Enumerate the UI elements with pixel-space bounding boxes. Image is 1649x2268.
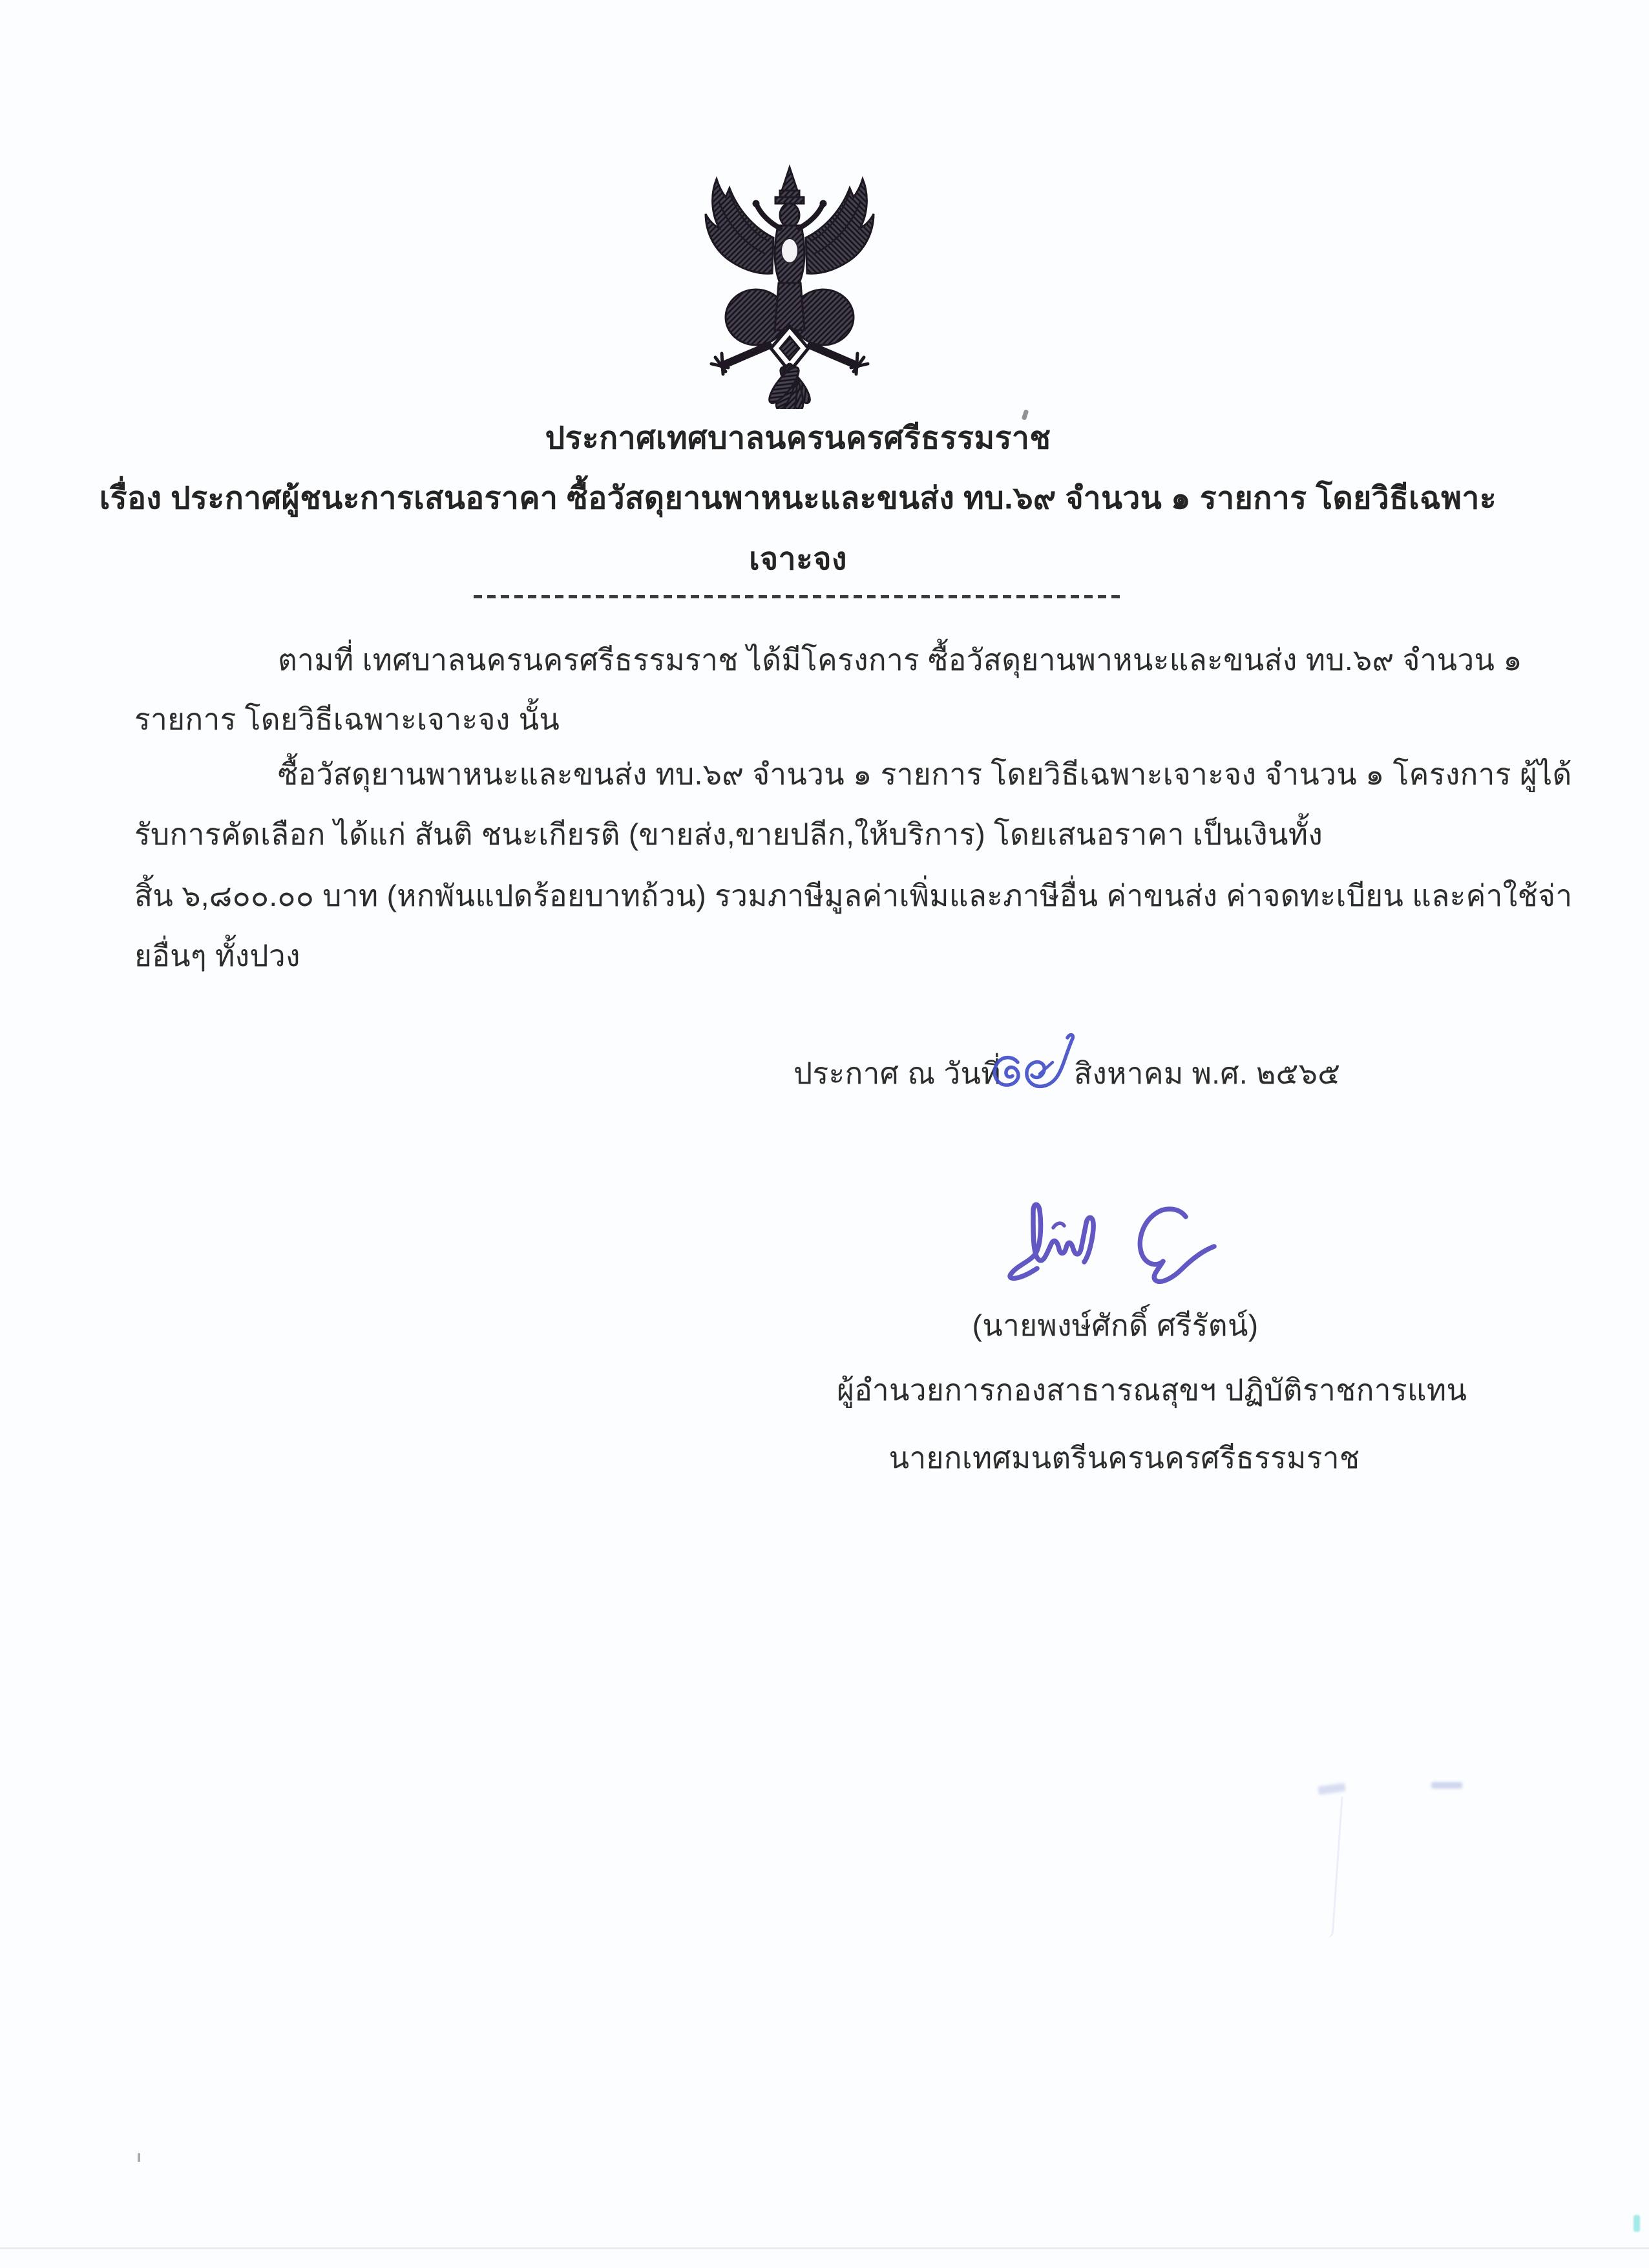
dashed-separator (474, 595, 1123, 598)
handwritten-day-value (0, 0, 1, 1)
subject-line-1: เรื่อง ประกาศผู้ชนะการเสนอราคา ซื้อวัสดุยานพาหนะและขนส่ง ทบ.๖๙ จำนวน ๑ รายการ โดยวิธีเฉพาะ (99, 481, 1497, 516)
handwritten-day-number (978, 1025, 1081, 1106)
ink-smudge-trail (1326, 1796, 1343, 1938)
ink-smudge (1318, 1783, 1345, 1795)
signer-title-line2: นายกเทศมนตรีนครนครศรีธรรมราช (888, 1441, 1360, 1475)
date-line-prefix: ประกาศ ณ วันที่ (793, 1056, 1001, 1090)
garuda-emblem-icon (683, 163, 896, 409)
paragraph2-line3: สิ้น ๖,๘๐๐.๐๐ บาท (หกพันแปดร้อยบาทถ้วน) รวมภาษีมูลค่าเพิ่มและภาษีอื่น ค่าขนส่ง ค่าจดทะเบียน และค่าใช้จ่า (134, 879, 1573, 912)
subject-line-2: เจาะจง (749, 542, 847, 576)
paragraph1-line1: ตามที่ เทศบาลนครนครศรีธรรมราช ได้มีโครงการ ซื้อวัสดุยานพาหนะและขนส่ง ทบ.๖๙ จำนวน ๑ (278, 643, 1522, 677)
scan-speck (1633, 2215, 1640, 2232)
signature (992, 1192, 1224, 1308)
date-line-suffix: สิงหาคม พ.ศ. ๒๕๖๕ (1074, 1056, 1341, 1090)
paragraph1-line2: รายการ โดยวิธีเฉพาะเจาะจง นั้น (134, 702, 560, 736)
paragraph2-line4: ยอื่นๆ ทั้งปวง (134, 939, 300, 972)
ink-smudge (1431, 1782, 1462, 1789)
agency-name-line: ประกาศเทศบาลนครนครศรีธรรมราช (545, 421, 1051, 456)
signer-name: (นายพงษ์ศักดิ์ ศรีรัตน์) (972, 1308, 1259, 1342)
paragraph2-line1: ซื้อวัสดุยานพาหนะและขนส่ง ทบ.๖๙ จำนวน ๑ รายการ โดยวิธีเฉพาะเจาะจง จำนวน ๑ โครงการ ผู้ได้ (278, 757, 1572, 791)
scan-edge-shadow (0, 2247, 1649, 2249)
signer-title-line1: ผู้อำนวยการกองสาธารณสุขฯ ปฏิบัติราชการแทน (837, 1373, 1467, 1407)
scan-speck (138, 2153, 140, 2162)
paragraph2-line2: รับการคัดเลือก ได้แก่ สันติ ชนะเกียรติ (ขายส่ง,ขายปลีก,ให้บริการ) โดยเสนอราคา เป็นเงินทั้ง (134, 817, 1323, 851)
